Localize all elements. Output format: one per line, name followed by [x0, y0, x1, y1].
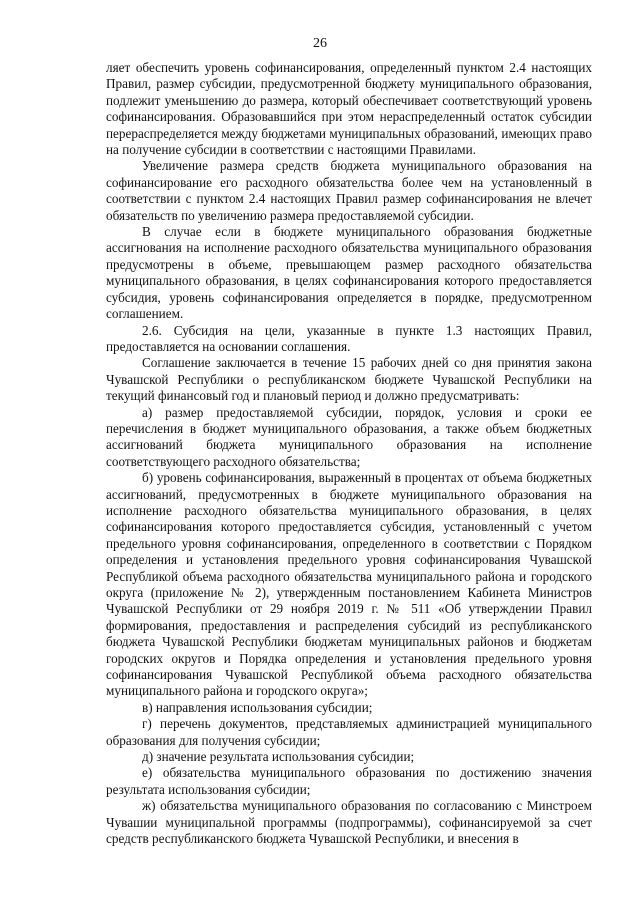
list-item-a: а) размер предоставляемой субсидии, порядок, условия и сроки ее перечисления в бюджет муниципального образования, а также объем бюджетных ассигнований бюджета муниципального образования на исполнение соответствующего расходного обязательства;: [106, 404, 592, 469]
paragraph-4: 2.6. Субсидия на цели, указанные в пункте 1.3 настоящих Правил, предоставляется на основании соглашения.: [106, 322, 592, 354]
paragraph-3: В случае если в бюджете муниципального образования бюджетные ассигнования на исполнение расходного обязательства муниципального образования предусмотрены в объеме, превышающем размер расходного обязательства муниципального образования, в целях софинансирования которого предоставляется субсидия, уровень софинансирования определяется в порядке, предусмотренном соглашением.: [106, 224, 592, 322]
list-item-d: д) значение результата использования субсидии;: [142, 749, 415, 765]
paragraph-1: ляет обеспечить уровень софинансирования, определенный пунктом 2.4 настоящих Правил, размер субсидии, предусмотренной бюджету муниципального образования, подлежит уменьшению до размера, который обеспечивает соответствующий уровень софинансирования. Образовавшийся при этом нераспределенный остаток субсидии перераспределяется между бюджетами муниципальных образований, имеющих право на получение субсидии в соответствии с настоящими Правилами.: [106, 60, 592, 158]
list-item-zh: ж) обязательства муниципального образования по согласованию с Минстроем Чувашии муниципальной программы (подпрограммы), софинансируемой за счет средств республиканского бюджета Чувашской Республики, и внесения в: [106, 798, 592, 847]
list-item-v: в) направления использования субсидии;: [142, 699, 373, 715]
paragraph-2: Увеличение размера средств бюджета муниципального образования на софинансирование его расходного обязательства более чем на установленный в соответствии с пунктом 2.4 настоящих Правил размер софинансирования не влечет обязательств по увеличению размера предоставляемой субсидии.: [106, 158, 592, 223]
document-body: [106, 60, 592, 848]
page-number: 26: [313, 36, 327, 51]
list-item-e: е) обязательства муниципального образования по достижению значения результата использования субсидии;: [106, 765, 592, 797]
list-item-g: г) перечень документов, представляемых администрацией муниципального образования для получения субсидии;: [106, 716, 592, 748]
paragraph-5: Соглашение заключается в течение 15 рабочих дней со дня принятия закона Чувашской Республики о республиканском бюджете Чувашской Республики на текущий финансовый год и плановый период и должно предусматривать:: [106, 355, 592, 404]
list-item-b: б) уровень софинансирования, выраженный в процентах от объема бюджетных ассигнований, предусмотренных в бюджете муниципального образования на исполнение расходного обязательства муниципального образования, в целях софинансирования которого предоставляется субсидия, установленный с учетом предельного уровня софинансирования, определенного в соответствии с Порядком определения и установления предельного уровня софинансирования Чувашской Республикой объема расходного обязательства муниципального района и городского округа (приложение № 2), утвержденным постановлением Кабинета Министров Чувашской Республики от 29 ноября 2019 г. № 511 «Об утверждении Правил формирования, предоставления и распределения субсидий из республиканского бюджета Чувашской Республики бюджетам муниципальных районов и бюджетам городских округов и Порядка определения и установления предельного уровня софинансирования Чувашской Республикой объема расходного обязательства муниципального района и городского округа»;: [106, 470, 592, 699]
